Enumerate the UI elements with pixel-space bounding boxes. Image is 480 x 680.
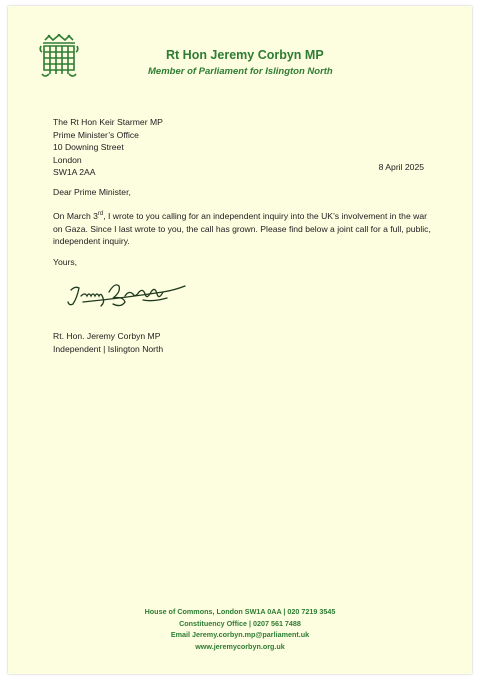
signatory-title: Independent | Islington North	[53, 343, 164, 354]
recipient-address	[53, 116, 163, 179]
handwritten-signature	[63, 272, 193, 314]
recipient-line: SW1A 2AA	[53, 167, 96, 177]
signature-block	[53, 330, 163, 355]
salutation: Dear Prime Minister,	[53, 187, 131, 197]
mp-name-heading: Rt Hon Jeremy Corbyn MP	[166, 48, 324, 62]
recipient-line: The Rt Hon Keir Starmer MP	[53, 117, 163, 127]
footer-constituency: Constituency Office | 0207 561 7488	[179, 618, 301, 628]
body-text-start: On March 3	[53, 211, 98, 221]
body-paragraph	[53, 210, 433, 248]
portcullis-icon	[39, 34, 79, 82]
closing: Yours,	[53, 257, 78, 267]
footer-email: Email Jeremy.corbyn.mp@parliament.uk	[170, 630, 310, 639]
letter-date: 8 April 2025	[378, 162, 424, 172]
footer-address: House of Commons, London SW1A 0AA | 020 7219 3545	[144, 607, 336, 616]
ordinal-suffix: rd	[97, 211, 104, 218]
letter-page	[8, 6, 472, 674]
recipient-line: Prime Minister’s Office	[53, 129, 139, 140]
body-text-rest: , I wrote to you calling for an independent inquiry into the UK’s involvement in the war on Gaza. Since I last wrote to you, the call has grown. Please find below a joint call for a full, public, independent inquiry.	[53, 211, 431, 246]
signatory-name: Rt. Hon. Jeremy Corbyn MP	[53, 331, 161, 341]
recipient-line: 10 Downing Street	[53, 142, 124, 152]
recipient-line: London	[53, 154, 82, 165]
mp-role-subheading: Member of Parliament for Islington North	[148, 66, 333, 77]
letterhead-footer	[8, 606, 472, 652]
footer-website: www.jeremycorbyn.org.uk	[195, 641, 285, 651]
